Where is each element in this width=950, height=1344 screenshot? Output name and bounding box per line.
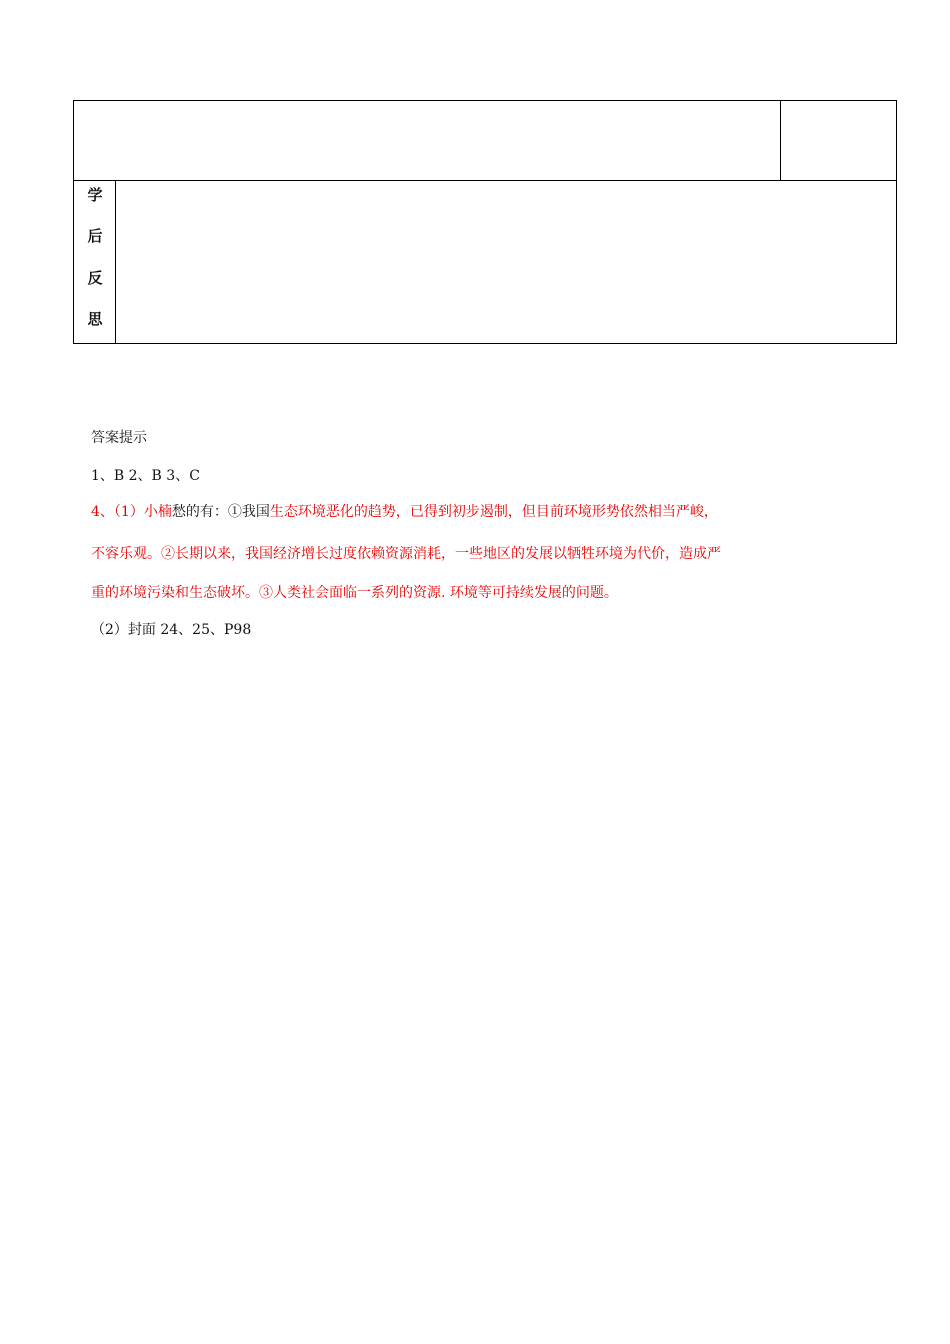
answer-title: 答案提示 bbox=[91, 430, 147, 446]
reflection-section bbox=[73, 180, 897, 344]
reflection-label-char: 学 bbox=[87, 186, 103, 204]
answer-q4-intro: 愁的有：①我国 bbox=[171, 504, 270, 520]
answer-q4-text: 生态环境恶化的趋势，已得到初步遏制，但目前环境形势依然相当严峻， bbox=[269, 504, 718, 520]
reflection-label-char: 后 bbox=[87, 227, 103, 245]
table-top-row bbox=[73, 100, 897, 181]
table-column-divider bbox=[780, 101, 781, 180]
answer-q4-line-3: 重的环境污染和生态破坏。③人类社会面临一系列的资源. 环境等可持续发展的问题。 bbox=[91, 585, 618, 601]
answer-line-1: 1、B 2、B 3、C bbox=[91, 468, 200, 484]
reflection-label-column bbox=[74, 181, 116, 343]
answer-q4-line-2: 不容乐观。②长期以来，我国经济增长过度依赖资源消耗，一些地区的发展以牺牲环境为代价，造成严 bbox=[91, 546, 721, 562]
answer-q4-prefix: 4、（1）小楠 bbox=[91, 504, 172, 520]
answer-q4-line-1 bbox=[91, 502, 718, 522]
reflection-label-char: 反 bbox=[87, 269, 103, 287]
answer-q4-part-2: （2）封面 24、25、P98 bbox=[91, 622, 252, 638]
reflection-label-char: 思 bbox=[87, 310, 103, 328]
